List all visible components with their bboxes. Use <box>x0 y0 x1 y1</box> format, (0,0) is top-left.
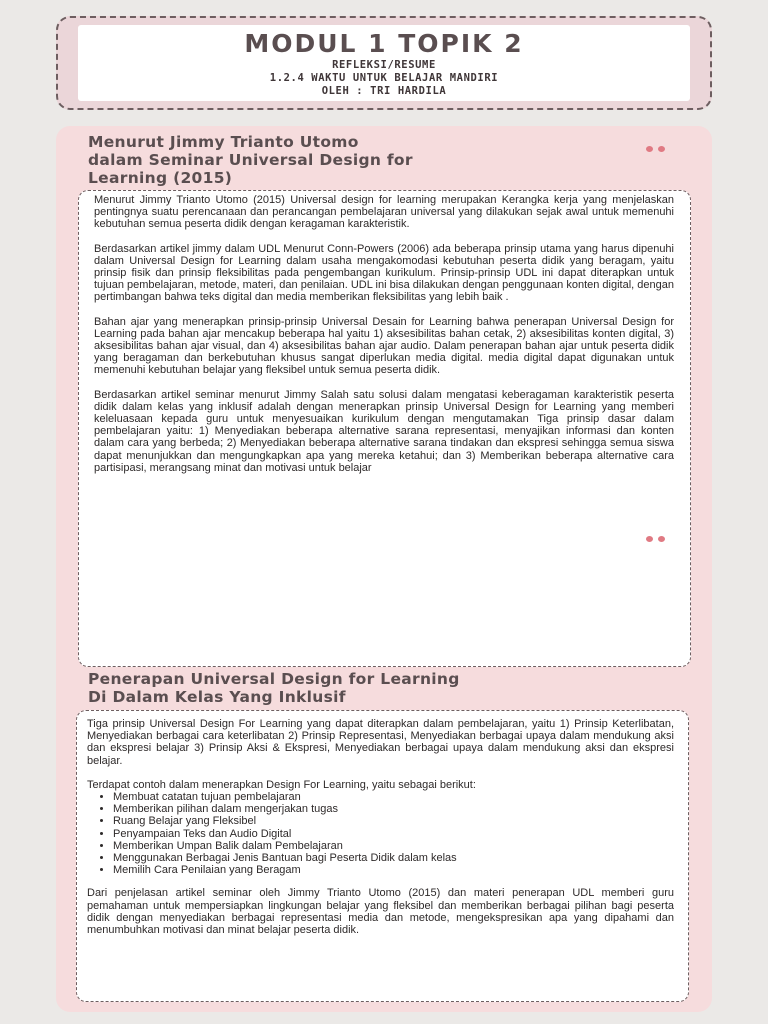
section1-heading-line2: dalam Seminar Universal Design for <box>88 151 413 169</box>
page-title: MODUL 1 TOPIK 2 <box>244 29 524 58</box>
content-card <box>56 126 712 1012</box>
header-frame <box>56 16 712 110</box>
list-item: • Menggunakan Berbagai Jenis Bantuan bagi Peserta Didik dalam kelas <box>113 852 674 864</box>
header-subtitle-module: 1.2.4 WAKTU UNTUK BELAJAR MANDIRI <box>269 72 499 84</box>
list-item: • Ruang Belajar yang Fleksibel <box>113 815 674 827</box>
header-author: OLEH : TRI HARDILA <box>321 85 447 97</box>
section2-example-list <box>87 791 674 876</box>
list-item: • Penyampaian Teks dan Audio Digital <box>113 828 674 840</box>
header-subtitle-refleksi: REFLEKSI/RESUME <box>332 59 436 71</box>
section1-paragraph-3: Bahan ajar yang menerapkan prinsip-prinsip Universal Desain for Learning bahwa penerapan Universal Design for Learning pada bahan ajar mencakup beberapa hal yaitu 1) aksesibilitas bahan cetak, 2) aksesibilitas konten digital, 3) aksesibilitas bahan ajar visual, dan 4) aksesibilitas bahan ajar audio. Dalam penerapan bahan ajar untuk peserta didik yang beragaman dan berkebutuhan khusus sangat diperlukan media digital. media digital dapat digunakan untuk memenuhi kebutuhan belajar yang fleksibel untuk semua peserta didik. <box>94 315 674 377</box>
section2-intro: Tiga prinsip Universal Design For Learning yang dapat diterapkan dalam pembelajaran, yaitu 1) Prinsip Keterlibatan, Menyediakan berbagai cara keterlibatan 2) Prinsip Representasi, Menyediakan berbagai upaya dalam mendukung aksi dan ekspresi belajar 3) Prinsip Aksi & Ekspresi, Menyediakan berbagai upaya dalam mendukung aksi dan ekspresi belajar. <box>87 718 674 767</box>
section2-textbox <box>76 710 689 1002</box>
section2-conclusion: Dari penjelasan artikel seminar oleh Jimmy Trianto Utomo (2015) dan materi penerapan UDL memberi guru pemahaman untuk mempersiapkan lingkungan belajar yang fleksibel dan memberikan berbagai pilihan bagi peserta didik dengan menyediakan berbagai representasi media dan metode, mengekspresikan apa yang dipahami dan menumbuhkan motivasi dan minat belajar peserta didik. <box>87 887 674 937</box>
section1-heading-line1: Menurut Jimmy Trianto Utomo <box>88 133 359 151</box>
section2-heading-line1: Penerapan Universal Design for Learning <box>88 670 460 688</box>
list-item: • Memberikan Umpan Balik dalam Pembelajaran <box>113 840 674 852</box>
section1-textbox <box>78 190 691 667</box>
section1-heading <box>88 133 413 187</box>
section2-heading-line2: Di Dalam Kelas Yang Inklusif <box>88 688 346 706</box>
decorative-dots-icon <box>646 536 665 542</box>
section1-paragraph-4: Berdasarkan artikel seminar menurut Jimmy Salah satu solusi dalam mengatasi keberagaman karakteristik peserta didik dalam kelas yang inklusif adalah dengan menerapkan prinsip Universal Design for Learning yang memberi keleluasaan kepada guru untuk menyesuaikan kurikulum dengan mengutamakan Tiga prinsip dasar dalam pembelajaran yaitu: 1) Menyediakan beberapa alternative sarana representasi, menyajikan informasi dan konten dalam cara yang berbeda; 2) Menyediakan beberapa alternative sarana tindakan dan ekspresi sehingga semua siswa dapat menunjukkan dan mengungkapkan apa yang mereka ketahui; dan 3) Memberikan beberapa alternative cara partisipasi, merangsang minat dan motivasi untuk belajar <box>94 388 674 474</box>
list-item: • Memberikan pilihan dalam mengerjakan tugas <box>113 803 674 815</box>
list-item: • Memilih Cara Penilaian yang Beragam <box>113 864 674 876</box>
list-item: • Membuat catatan tujuan pembelajaran <box>113 791 674 803</box>
section2-list-intro: Terdapat contoh dalam menerapkan Design For Learning, yaitu sebagai berikut: <box>87 778 476 791</box>
header-panel <box>78 25 690 101</box>
section1-paragraph-2: Berdasarkan artikel jimmy dalam UDL Menurut Conn-Powers (2006) ada beberapa prinsip utama yang harus dipenuhi dalam Universal Design for Learning dalam usaha mengakomodasi kebutuhan peserta didik yang beragam, yaitu prinsip fisik dan prinsip fleksibilitas pada pengembangan kurikulum. Prinsip-prinsip UDL ini dapat diterapkan untuk tujuan pembelajaran, metode, materi, dan penilaian. UDL ini bisa dilakukan dengan penggunaan konten digital, dengan pertimbangan bahwa teks digital dan media memberikan fleksibilitas yang lebih baik . <box>94 242 674 304</box>
decorative-dots-icon <box>646 146 665 152</box>
section2-heading <box>88 670 460 706</box>
section1-heading-line3: Learning (2015) <box>88 169 233 187</box>
section1-paragraph-1: Menurut Jimmy Trianto Utomo (2015) Universal design for learning merupakan Kerangka kerja yang menjelaskan pentingnya suatu perencanaan dan perancangan pembelajaran universal yang dilakukan sejak awal untuk memenuhi kebutuhan semua peserta didik dengan keragaman karakteristik. <box>94 194 674 231</box>
